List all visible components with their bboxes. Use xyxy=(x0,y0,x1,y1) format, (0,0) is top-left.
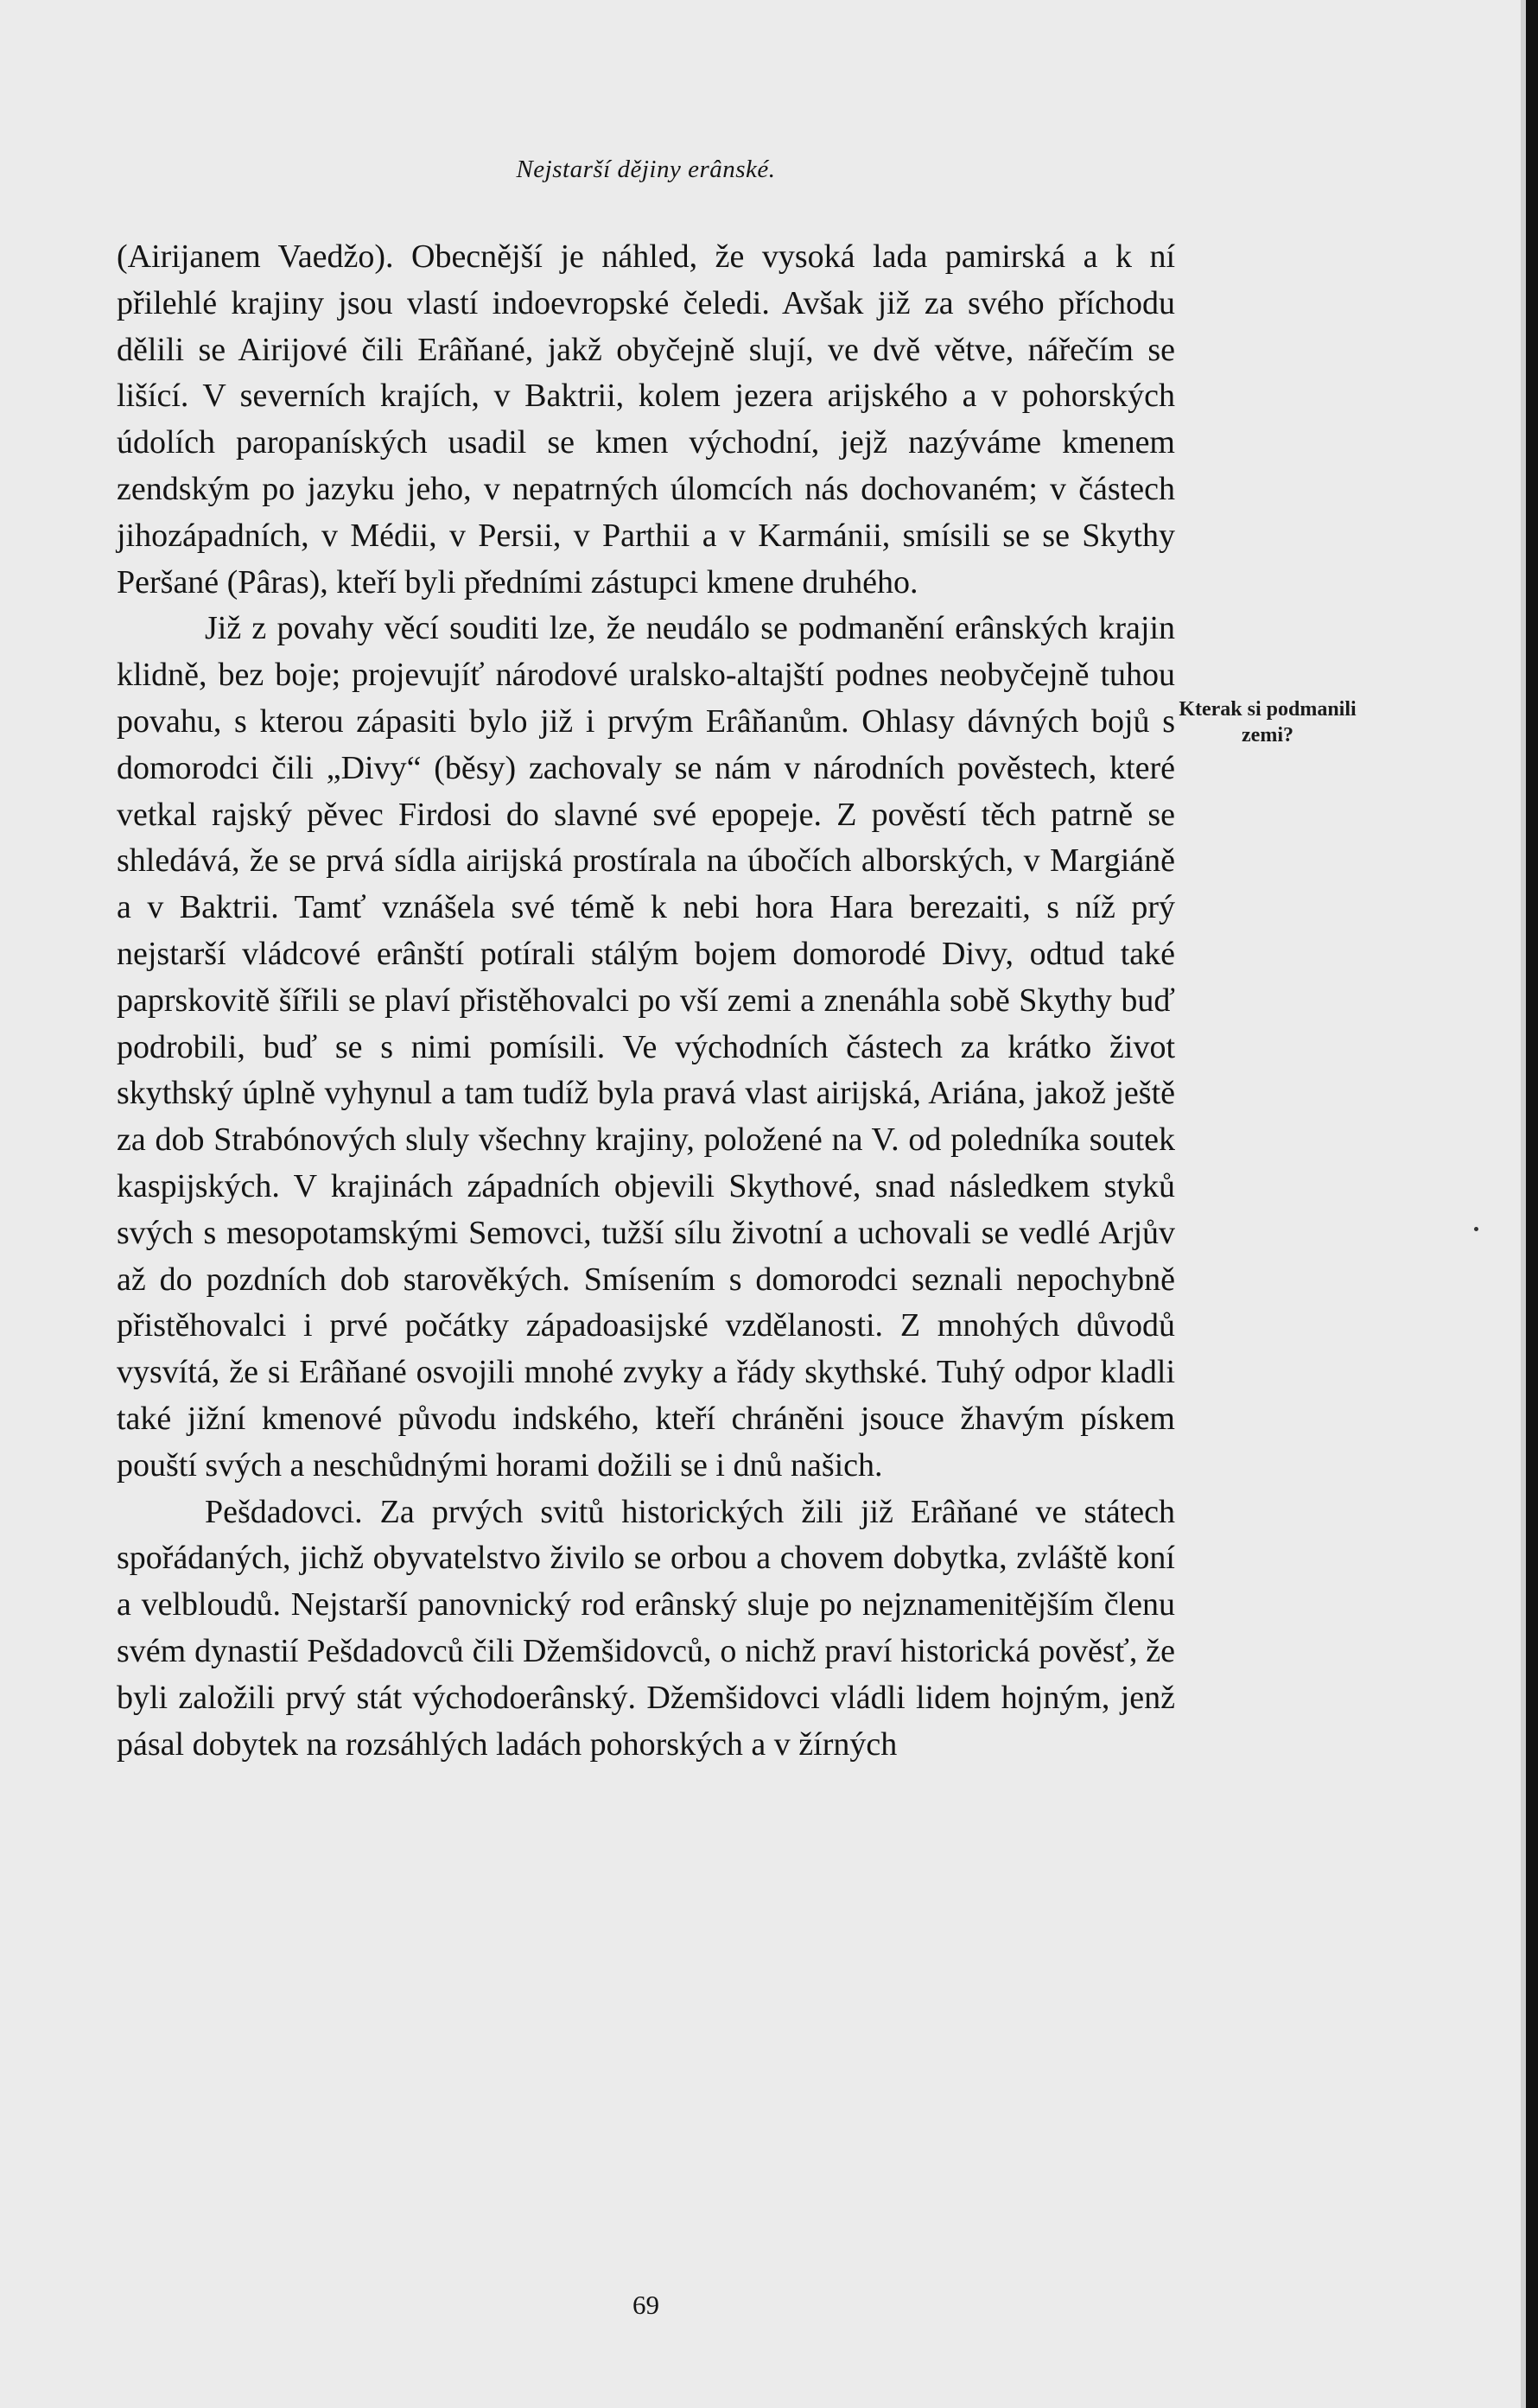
paragraph-2: Již z povahy věcí souditi lze, že neudálo se podmanění erânských krajin klidně, bez boje; projevujíť národové uralsko-altajští podnes neobyčejně tuhou povahu, s kterou zápasiti bylo již i prvým Erâňanům. Ohlasy dávných bojů s domorodci čili „Divy“ (běsy) zachovaly se nám v národních pověstech, které vetkal rajský pěvec Firdosi do slavné své epopeje. Z pověstí těch patrně se shledává, že se prvá sídla airijská prostírala na úbočích alborských, v Margiáně a v Baktrii. Tamť vznášela své témě k nebi hora Hara berezaiti, s níž prý nejstarší vládcové erânští potírali stálým bojem domorodé Divy, odtud také paprskovitě šířili se plaví přistěhovalci po vší zemi a znenáhla sobě Skythy buď podrobili, buď se s nimi pomísili. Ve východních částech za krátko život skythský úplně vyhynul a tam tudíž byla pravá vlast airijská, Ariána, jakož ještě za dob Strabónových sluly všechny krajiny, položené na V. od poledníka soutek kaspijských. V krajinách západních objevili Skythové, snad následkem styků svých s mesopotamskými Semovci, tužší sílu životní a uchovali se vedlé Arjův až do pozdních dob starověkých. Smísením s domorodci seznali nepochybně přistěhovalci i prvé počátky západoasijské vzdělanosti. Z mnohých důvodů vysvítá, že si Erâňané osvojili mnohé zvyky a řády skythské. Tuhý odpor kladli také jižní kmenové původu indského, kteří chráněni jsouce žhavým pískem pouští svých a neschůdnými horami dožili se i dnů našich. xyxy=(117,610,1175,1484)
book-page xyxy=(117,156,1175,2320)
page-number: 69 xyxy=(632,2290,659,2320)
running-head: Nejstarší dějiny erânské. xyxy=(516,156,776,183)
body-text xyxy=(117,234,1175,1768)
marginal-note: Kterak si podmanili zemi? xyxy=(1179,698,1357,747)
scan-edge-border xyxy=(1526,0,1538,2408)
paragraph-1: (Airijanem Vaedžo). Obecnější je náhled, že vysoká lada pamirská a k ní přilehlé krajiny jsou vlastí indoevropské čeledi. Avšak již za svého příchodu dělili se Airijové čili Erâňané, jakž obyčejně slují, ve dvě větve, nářečím se lišící. V severních krajích, v Baktrii, kolem jezera arijského a v pohorských údolích paropaníských usadil se kmen východní, jejž nazýváme kmenem zendským po jazyku jeho, v nepatrných úlomcích nás dochovaném; v částech jihozápadních, v Médii, v Persii, v Parthii a v Karmánii, smísili se se Skythy Peršané (Pâras), kteří byli předními zástupci kmene druhého. xyxy=(117,238,1175,600)
scan-speck xyxy=(1474,1227,1478,1231)
paragraph-3: Pešdadovci. Za prvých svitů historických žili již Erâňané ve státech spořádaných, jichž obyvatelstvo živilo se orbou a chovem dobytka, zvláště koní a velbloudů. Nejstarší panovnický rod erânský sluje po nejznamenitějším členu svém dynastií Pešdadovců čili Džemšidovců, o nichž praví historická pověsť, že byli založili prvý stát východoerânský. Džemšidovci vládli lidem hojným, jenž pásal dobytek na rozsáhlých ladách pohorských a v žírných xyxy=(117,1493,1175,1763)
